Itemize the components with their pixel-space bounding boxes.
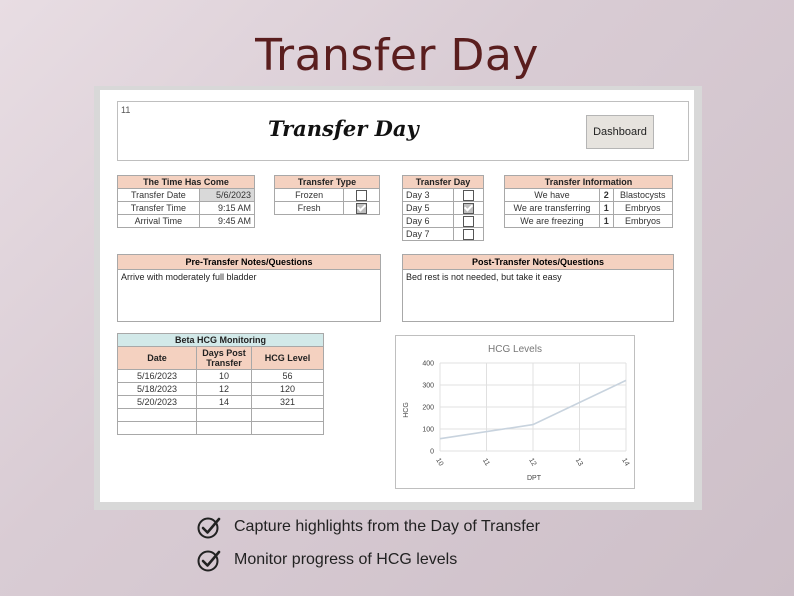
row-label: Day 6 bbox=[403, 215, 454, 228]
hcg-chart-svg bbox=[396, 336, 634, 488]
row-label: We are freezing bbox=[505, 215, 600, 228]
hcg-chart bbox=[395, 335, 635, 489]
transfer-info-header: Transfer Information bbox=[505, 176, 673, 189]
row-label: Fresh bbox=[275, 202, 344, 215]
table-row bbox=[403, 202, 484, 215]
level-cell[interactable]: 321 bbox=[252, 396, 324, 409]
fresh-checkbox[interactable] bbox=[356, 203, 367, 214]
hcg-table bbox=[117, 333, 324, 435]
table-row bbox=[118, 422, 324, 435]
table-row bbox=[118, 370, 324, 383]
chart-y-tick-label: 100 bbox=[422, 426, 434, 434]
unit-cell: Embryos bbox=[613, 215, 672, 228]
transfer-info-table bbox=[504, 175, 673, 228]
row-label: Day 7 bbox=[403, 228, 454, 241]
date-cell[interactable]: 5/18/2023 bbox=[118, 383, 197, 396]
unit-cell: Blastocysts bbox=[613, 189, 672, 202]
table-row bbox=[505, 189, 673, 202]
table-row bbox=[403, 215, 484, 228]
row-label: Frozen bbox=[275, 189, 344, 202]
chart-x-tick-label: 11 bbox=[480, 457, 491, 468]
level-cell[interactable]: 120 bbox=[252, 383, 324, 396]
check-circle-icon bbox=[196, 514, 222, 540]
table-row bbox=[505, 215, 673, 228]
col-header-days: Days Post Transfer bbox=[197, 347, 252, 370]
row-label: Day 3 bbox=[403, 189, 454, 202]
page-headline: Transfer Day bbox=[255, 30, 539, 81]
post-transfer-notes bbox=[402, 254, 674, 322]
row-label: We are transferring bbox=[505, 202, 600, 215]
date-cell[interactable]: 5/16/2023 bbox=[118, 370, 197, 383]
transfer-day-header: Transfer Day bbox=[403, 176, 484, 189]
day-7-checkbox[interactable] bbox=[463, 229, 474, 240]
count-cell[interactable]: 1 bbox=[599, 202, 613, 215]
day-3-checkbox[interactable] bbox=[463, 190, 474, 201]
chart-title: HCG Levels bbox=[488, 344, 542, 355]
time-table bbox=[117, 175, 255, 228]
row-label: We have bbox=[505, 189, 600, 202]
feature-item bbox=[196, 547, 457, 573]
transfer-type-table bbox=[274, 175, 380, 215]
days-cell[interactable]: 10 bbox=[197, 370, 252, 383]
chart-y-tick-label: 400 bbox=[422, 360, 434, 368]
transfer-date-value[interactable]: 5/6/2023 bbox=[199, 189, 254, 202]
sheet-title: Transfer Day bbox=[268, 116, 419, 141]
post-notes-text[interactable]: Bed rest is not needed, but take it easy bbox=[406, 272, 562, 282]
table-row bbox=[118, 189, 255, 202]
count-cell[interactable]: 1 bbox=[599, 215, 613, 228]
chart-y-axis-label: HCG bbox=[403, 402, 410, 418]
col-header-date: Date bbox=[118, 347, 197, 370]
table-row bbox=[403, 189, 484, 202]
feature-text: Capture highlights from the Day of Transfer bbox=[234, 518, 540, 535]
check-circle-icon bbox=[196, 547, 222, 573]
chart-y-tick-label: 0 bbox=[430, 448, 434, 456]
pre-transfer-notes bbox=[117, 254, 381, 322]
transfer-day-table bbox=[402, 175, 484, 241]
arrival-time-value[interactable]: 9:45 AM bbox=[199, 215, 254, 228]
table-row bbox=[275, 189, 380, 202]
chart-x-tick-label: 14 bbox=[620, 457, 631, 468]
table-row bbox=[118, 383, 324, 396]
hcg-table-title: Beta HCG Monitoring bbox=[118, 334, 324, 347]
chart-x-tick-label: 10 bbox=[434, 457, 445, 468]
dashboard-button[interactable]: Dashboard bbox=[586, 115, 654, 149]
date-cell[interactable]: 5/20/2023 bbox=[118, 396, 197, 409]
row-label: Day 5 bbox=[403, 202, 454, 215]
cell-reference: 11 bbox=[121, 105, 131, 115]
table-row bbox=[118, 409, 324, 422]
chart-y-tick-label: 300 bbox=[422, 382, 434, 390]
table-row bbox=[118, 202, 255, 215]
unit-cell: Embryos bbox=[613, 202, 672, 215]
day-5-checkbox[interactable] bbox=[463, 203, 474, 214]
table-row bbox=[118, 215, 255, 228]
row-label: Arrival Time bbox=[118, 215, 200, 228]
frozen-checkbox[interactable] bbox=[356, 190, 367, 201]
feature-item bbox=[196, 514, 540, 540]
transfer-time-value[interactable]: 9:15 AM bbox=[199, 202, 254, 215]
chart-x-tick-label: 13 bbox=[573, 457, 584, 468]
feature-text: Monitor progress of HCG levels bbox=[234, 551, 458, 568]
level-cell[interactable]: 56 bbox=[252, 370, 324, 383]
title-banner bbox=[117, 101, 689, 161]
table-row bbox=[118, 396, 324, 409]
pre-notes-header: Pre-Transfer Notes/Questions bbox=[118, 255, 380, 270]
time-table-header: The Time Has Come bbox=[118, 176, 255, 189]
table-row bbox=[403, 228, 484, 241]
chart-x-tick-label: 12 bbox=[527, 457, 538, 468]
col-header-level: HCG Level bbox=[252, 347, 324, 370]
row-label: Transfer Date bbox=[118, 189, 200, 202]
pre-notes-text[interactable]: Arrive with moderately full bladder bbox=[121, 272, 257, 282]
chart-x-axis-label: DPT bbox=[527, 475, 541, 482]
chart-y-tick-label: 200 bbox=[422, 404, 434, 412]
row-label: Transfer Time bbox=[118, 202, 200, 215]
day-6-checkbox[interactable] bbox=[463, 216, 474, 227]
days-cell[interactable]: 14 bbox=[197, 396, 252, 409]
table-row bbox=[505, 202, 673, 215]
transfer-type-header: Transfer Type bbox=[275, 176, 380, 189]
count-cell[interactable]: 2 bbox=[599, 189, 613, 202]
days-cell[interactable]: 12 bbox=[197, 383, 252, 396]
post-notes-header: Post-Transfer Notes/Questions bbox=[403, 255, 673, 270]
table-row bbox=[275, 202, 380, 215]
